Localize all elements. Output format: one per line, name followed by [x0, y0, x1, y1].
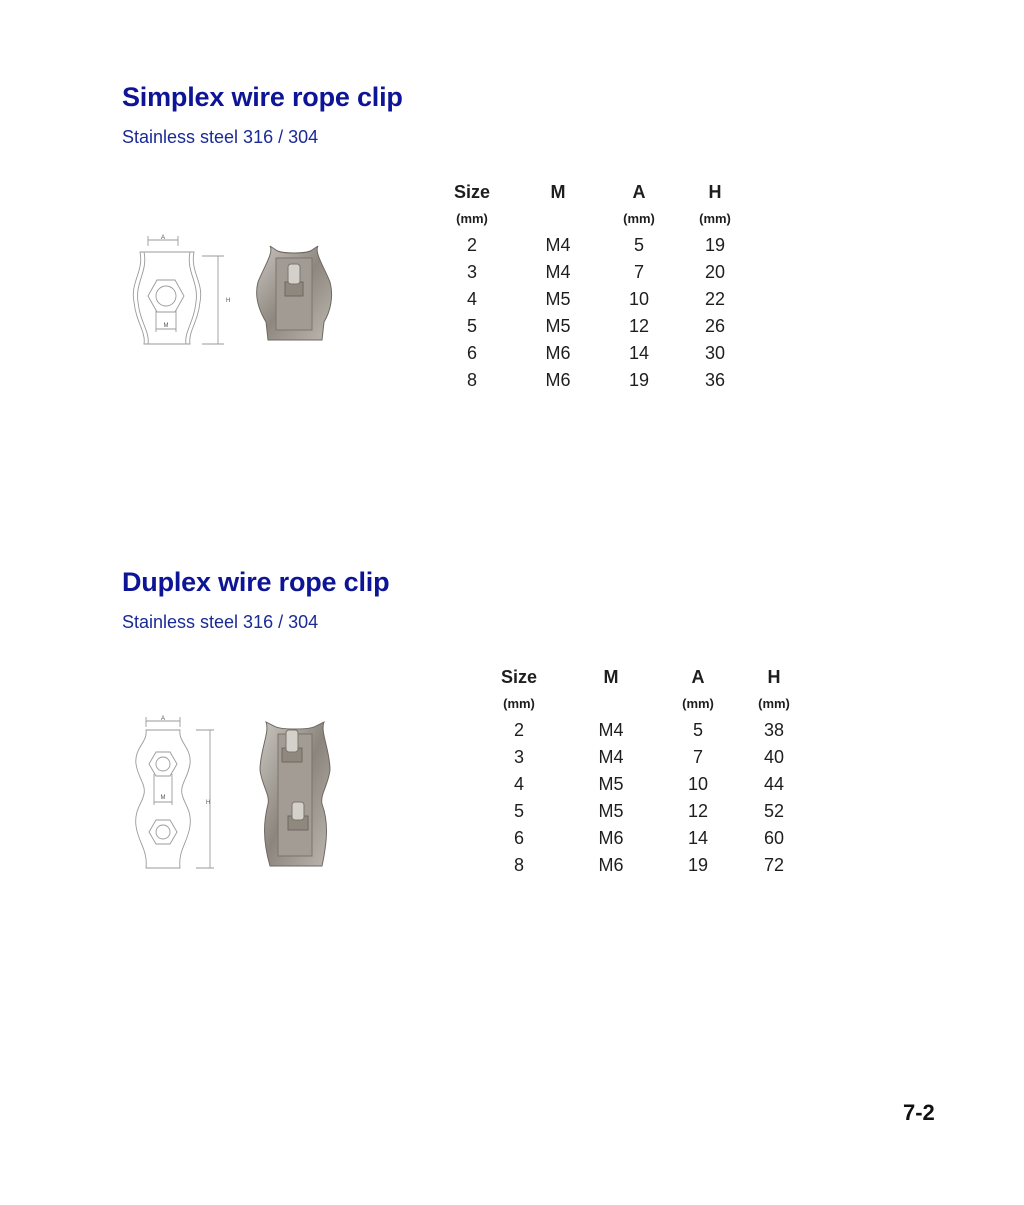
cell-size: 5	[466, 316, 477, 336]
cell-h: 38	[763, 720, 785, 740]
table-row	[429, 232, 753, 259]
cell-size: 8	[466, 370, 477, 390]
header-size: Size	[500, 666, 538, 687]
table-row	[476, 771, 812, 798]
cell-a: 12	[687, 801, 709, 821]
cell-size: 3	[513, 747, 524, 767]
simplex-spec-table	[429, 179, 753, 394]
duplex-technical-drawing	[128, 712, 228, 874]
unit-size: (mm)	[456, 211, 488, 226]
table-row	[476, 744, 812, 771]
svg-text:M: M	[160, 795, 166, 801]
cell-m: M6	[545, 343, 571, 363]
cell-size: 2	[466, 235, 477, 255]
svg-text:H: H	[226, 298, 231, 304]
cell-a: 5	[692, 720, 703, 740]
cell-a: 5	[633, 235, 644, 255]
cell-m: M6	[545, 370, 571, 390]
header-m: M	[603, 666, 619, 687]
unit-a: (mm)	[623, 211, 655, 226]
cell-size: 3	[466, 262, 477, 282]
cell-size: 5	[513, 801, 524, 821]
cell-m: M6	[598, 828, 624, 848]
cell-a: 14	[628, 343, 650, 363]
cell-h: 60	[763, 828, 785, 848]
section-title-simplex: Simplex wire rope clip	[122, 82, 403, 112]
header-h: H	[767, 666, 781, 687]
cell-a: 12	[628, 316, 650, 336]
cell-h: 30	[704, 343, 726, 363]
table-row	[476, 717, 812, 744]
header-size: Size	[453, 181, 491, 202]
cell-h: 19	[704, 235, 726, 255]
header-a: A	[632, 181, 646, 202]
cell-m: M4	[545, 235, 571, 255]
simplex-technical-drawing	[126, 232, 236, 350]
cell-size: 6	[466, 343, 477, 363]
unit-m	[562, 690, 660, 717]
cell-a: 19	[687, 855, 709, 875]
unit-h: (mm)	[758, 696, 790, 711]
section-subtitle-duplex: Stainless steel 316 / 304	[122, 612, 319, 632]
table-header-row	[476, 664, 812, 690]
svg-text:A: A	[160, 235, 166, 241]
table-unit-row	[476, 690, 812, 717]
cell-size: 4	[513, 774, 524, 794]
svg-text:A: A	[160, 716, 166, 722]
cell-a: 7	[633, 262, 644, 282]
svg-text:M: M	[163, 323, 169, 329]
cell-h: 44	[763, 774, 785, 794]
cell-m: M4	[545, 262, 571, 282]
cell-size: 4	[466, 289, 477, 309]
cell-h: 26	[704, 316, 726, 336]
unit-m	[515, 205, 601, 232]
cell-size: 6	[513, 828, 524, 848]
table-row	[429, 313, 753, 340]
cell-a: 14	[687, 828, 709, 848]
section-subtitle-simplex: Stainless steel 316 / 304	[122, 127, 319, 147]
cell-m: M4	[598, 747, 624, 767]
cell-h: 20	[704, 262, 726, 282]
cell-m: M5	[598, 774, 624, 794]
cell-a: 10	[628, 289, 650, 309]
cell-h: 52	[763, 801, 785, 821]
table-row	[476, 852, 812, 879]
header-a: A	[691, 666, 705, 687]
cell-m: M5	[545, 316, 571, 336]
table-row	[429, 259, 753, 286]
cell-size: 8	[513, 855, 524, 875]
simplex-product-photo	[252, 242, 336, 342]
table-row	[429, 340, 753, 367]
page-number: 7-2	[903, 1100, 935, 1125]
table-row	[476, 798, 812, 825]
duplex-spec-table	[476, 664, 812, 879]
cell-a: 7	[692, 747, 703, 767]
table-row	[429, 367, 753, 394]
cell-m: M4	[598, 720, 624, 740]
section-title-duplex: Duplex wire rope clip	[122, 567, 390, 597]
cell-m: M5	[598, 801, 624, 821]
unit-h: (mm)	[699, 211, 731, 226]
cell-h: 22	[704, 289, 726, 309]
cell-h: 36	[704, 370, 726, 390]
cell-h: 72	[763, 855, 785, 875]
unit-a: (mm)	[682, 696, 714, 711]
cell-a: 10	[687, 774, 709, 794]
cell-m: M5	[545, 289, 571, 309]
header-h: H	[708, 181, 722, 202]
cell-m: M6	[598, 855, 624, 875]
table-header-row	[429, 179, 753, 205]
header-m: M	[550, 181, 566, 202]
cell-a: 19	[628, 370, 650, 390]
cell-size: 2	[513, 720, 524, 740]
duplex-product-photo	[256, 720, 334, 868]
table-unit-row	[429, 205, 753, 232]
unit-size: (mm)	[503, 696, 535, 711]
table-row	[476, 825, 812, 852]
table-row	[429, 286, 753, 313]
svg-text:H: H	[206, 800, 211, 806]
cell-h: 40	[763, 747, 785, 767]
